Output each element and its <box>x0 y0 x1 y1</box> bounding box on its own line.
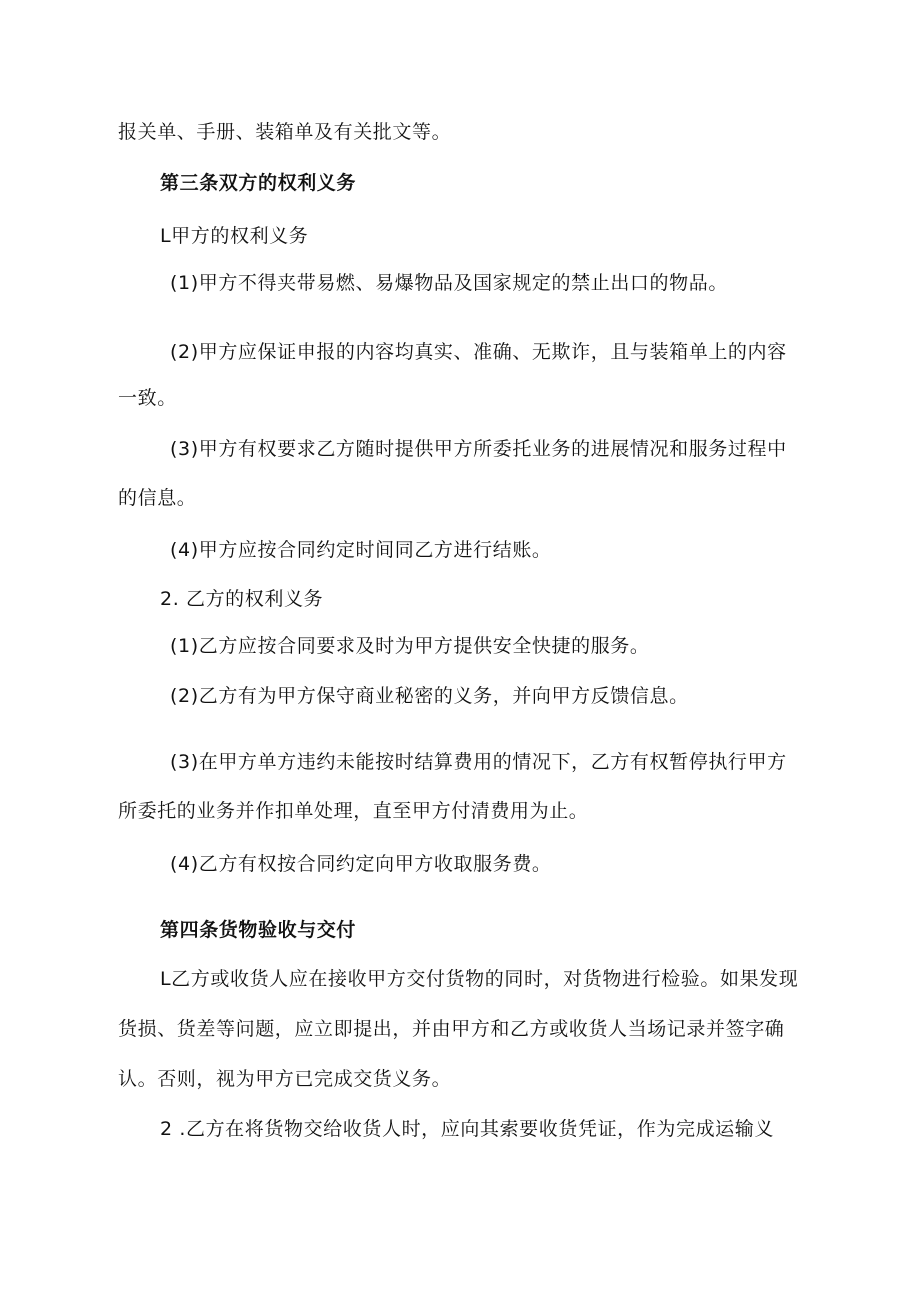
paragraph-line: L乙方或收货人应在接收甲方交付货物的同时，对货物进行检验。如果发现 <box>160 968 799 990</box>
paragraph-line: (1)乙方应按合同要求及时为甲方提供安全快捷的服务。 <box>170 635 650 657</box>
paragraph-line: 认。否则，视为甲方已完成交货义务。 <box>118 1068 452 1090</box>
section-heading-article-4: 第四条货物验收与交付 <box>160 919 357 941</box>
paragraph-line: (1)甲方不得夹带易燃、易爆物品及国家规定的禁止出口的物品。 <box>170 272 728 294</box>
paragraph-line: (4)乙方有权按合同约定向甲方收取服务费。 <box>170 853 552 875</box>
paragraph-line: 的信息。 <box>118 487 197 509</box>
section-heading-article-3: 第三条双方的权利义务 <box>160 172 357 194</box>
subheading-party-a: L甲方的权利义务 <box>160 225 309 247</box>
paragraph-line: 2 .乙方在将货物交给收货人时，应向其索要收货凭证，作为完成运输义 <box>160 1118 774 1140</box>
paragraph-line: (3)甲方有权要求乙方随时提供甲方所委托业务的进展情况和服务过程中 <box>170 438 787 460</box>
paragraph-line: (2)甲方应保证申报的内容均真实、准确、无欺诈，且与装箱单上的内容 <box>170 341 787 363</box>
paragraph-line: 所委托的业务并作扣单处理，直至甲方付清费用为止。 <box>118 800 589 822</box>
paragraph-line: 报关单、手册、装箱单及有关批文等。 <box>118 121 452 143</box>
subheading-party-b: 2. 乙方的权利义务 <box>160 588 324 610</box>
paragraph-line: (4)甲方应按合同约定时间同乙方进行结账。 <box>170 539 552 561</box>
paragraph-line: (3)在甲方单方违约未能按时结算费用的情况下，乙方有权暂停执行甲方 <box>170 751 787 773</box>
paragraph-line: 货损、货差等问题，应立即提出，并由甲方和乙方或收货人当场记录并签字确 <box>118 1018 785 1040</box>
paragraph-line: 一致。 <box>118 387 177 409</box>
paragraph-line: (2)乙方有为甲方保守商业秘密的义务，并向甲方反馈信息。 <box>170 685 689 707</box>
